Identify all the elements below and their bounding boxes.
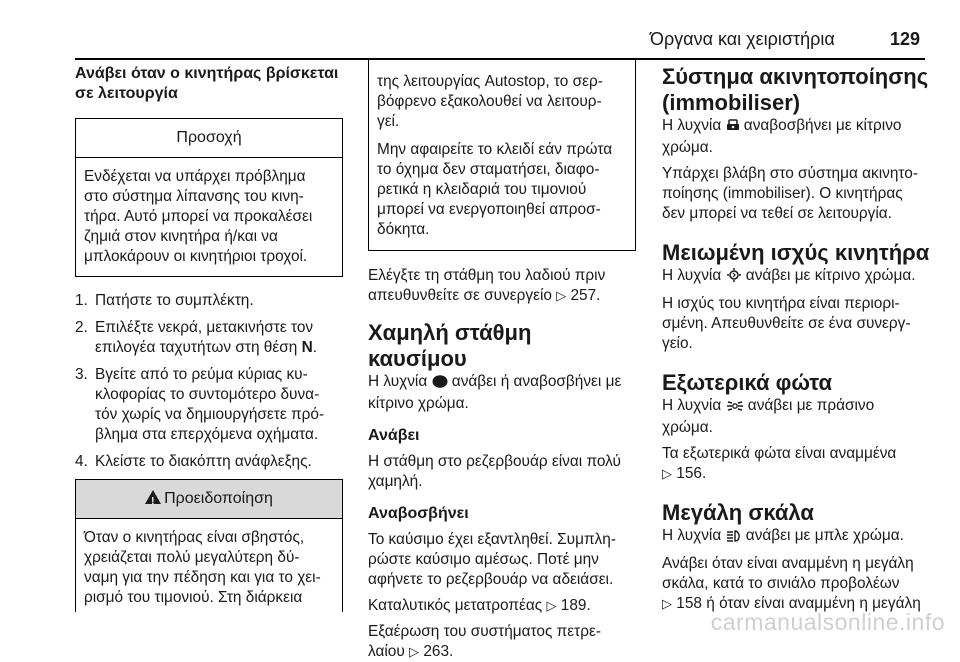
high-beam-heading: Μεγάλη σκάλα xyxy=(662,500,814,525)
lights-up-heading: Ανάβει xyxy=(368,427,420,444)
low-fuel-heading: Χαμηλή στάθμη καυσίμου xyxy=(368,320,532,371)
page-ref-icon: ▷ xyxy=(409,644,420,659)
column-2: της λειτουργίας Autostop, το σερ- βόφρενο εξακολουθεί να λειτουρ- γεί. Μην αφαιρείτε το κλειδί εάν πρώτα το όχημα δεν σταματήσει, διαφο- ρετικά η κλειδαριά του τιμονιού μπορεί να ενεργοποιηθεί απροσ- δόκητα. Ελέγξτε τη στάθμη του λαδιού πριν απευθυνθείτε σε συνεργείο ▷ 257. Χαμηλή στάθμη καυσίμου Η λυχνία ανάβει ή αναβοσβήνει με κίτρινο χρώμα. Ανάβει Η στάθμη στο ρεζερβουάρ είναι πολύ χαμηλή. Αναβοσβήνει Το καύσιμο έχει εξαντληθεί. Συμπλη- ρώστε καύσιμο αμέσως. Ποτέ μην αφήνετε το ρεζερβουάρ να αδειάσει. Καταλυτικός μετατροπέας ▷ 189. Εξαέρωση του συστήματος πετρε- λαίου ▷ 263. xyxy=(368,60,636,662)
immobiliser-heading: Σύστημα ακινητοποίησης (immobiliser) xyxy=(662,64,929,115)
high-beam-icon xyxy=(726,528,742,548)
page-ref-icon: ▷ xyxy=(546,598,557,613)
page-ref-link[interactable]: 156. xyxy=(676,465,707,482)
page-ref-icon: ▷ xyxy=(662,596,672,611)
reduced-power-icon xyxy=(726,268,742,288)
flashes-heading: Αναβοσβήνει xyxy=(368,505,469,522)
page-number: 129 xyxy=(889,29,920,49)
fuel-lamp-icon xyxy=(432,374,448,394)
list-item: 1. Πατήστε το συμπλέκτη. xyxy=(75,292,254,309)
exterior-lights-icon xyxy=(726,398,744,418)
caution-body: Ενδέχεται να υπάρχει πρόβλημα στο σύστημα λίπανσης του κινη- τήρα. Αυτό μπορεί να προκαλέσει ζημιά στον κινητήρα ή/και να μπλοκάρουν οι κινητήριοι τροχοί. xyxy=(84,168,313,265)
list-item: 4. Κλείστε το διακόπτη ανάφλεξης. xyxy=(75,453,312,470)
caution-title: Προσοχή xyxy=(76,119,342,158)
steps-list xyxy=(75,291,343,472)
page-ref-link[interactable]: 257. xyxy=(570,287,601,304)
page-ref-link[interactable]: 263. xyxy=(423,643,454,660)
section-title: Όργανα και χειριστήρια xyxy=(650,29,835,49)
page-ref-icon: ▷ xyxy=(556,288,567,303)
reduced-power-heading: Μειωμένη ισχύς κινητήρα xyxy=(662,240,930,265)
column-3: Σύστημα ακινητοποίησης (immobiliser) Η λυχνία αναβοσβήνει με κίτρινο χρώμα. Υπάρχει βλάβη στο σύστημα ακινητο- ποίησης (immobiliser). Ο κινητήρας δεν μπορεί να τεθεί σε λειτουργία. Μειωμένη ισχύς κινητήρα Η λυχνία ανάβει με κίτρινο χρώμα. Η ισχύς του κινητήρα είναι περιορι- σμένη. Απευθυνθείτε σε ένα συνεργ- γείο. Εξωτερικά φώτα Η λυχνία ανάβει με πράσινο χρώμα. Τα εξωτερικά φώτα είναι αναμμένα ▷ 156. Μεγάλη σκάλα Η λυχνία ανάβει με μπλε χρώμα. Ανάβει όταν είναι αναμμένη η μεγάλη σκάλα, κατά το σινιάλο προβολέων ▷ 158 ή όταν είναι αναμμένη η μεγάλη xyxy=(662,64,932,614)
page-ref-icon: ▷ xyxy=(662,466,672,481)
list-item: 3. Βγείτε από το ρεύμα κύριας κυ- κλοφορίας το συντομότερο δυνα- τόν χωρίς να δημιουργήσετε πρό- βλημα στα επερχόμενα οχήματα. xyxy=(75,366,325,443)
list-item: 2. Επιλέξτε νεκρά, μετακινήστε τον επιλογέα ταχυτήτων στη θέση N. xyxy=(75,319,317,356)
oil-check-text: Ελέγξτε τη στάθμη του λαδιού πριν xyxy=(368,267,606,284)
column-1 xyxy=(75,64,343,612)
exterior-lights-heading: Εξωτερικά φώτα xyxy=(662,370,833,395)
warning-title: !Προειδοποίηση xyxy=(76,480,342,519)
page-ref-link[interactable]: 189. xyxy=(560,597,591,614)
warning-triangle-icon xyxy=(145,490,161,504)
caution-box xyxy=(75,118,343,277)
warning-box-continued: της λειτουργίας Autostop, το σερ- βόφρενο εξακολουθεί να λειτουρ- γεί. Μην αφαιρείτε το κλειδί εάν πρώτα το όχημα δεν σταματήσει, διαφο- ρετικά η κλειδαριά του τιμονιού μπορεί να ενεργοποιηθεί απροσ- δόκητα. xyxy=(368,60,636,251)
warning-box xyxy=(75,479,343,612)
car-key-icon xyxy=(726,118,740,138)
watermark: carmanualsonline.info xyxy=(710,609,945,635)
page-ref-link[interactable]: 158 xyxy=(676,595,702,612)
gear-position-n: N xyxy=(301,339,313,356)
page-header xyxy=(650,29,920,53)
warning-body: Όταν ο κινητήρας είναι σβηστός, χρειάζεται πολύ μεγαλύτερη δύ- ναμη για την πέδηση και για το χει- ρισμό του τιμονιού. Στη διάρκεια xyxy=(84,529,321,606)
engine-running-heading: Ανάβει όταν ο κινητήρας βρίσκεται σε λειτουργία xyxy=(75,65,339,102)
